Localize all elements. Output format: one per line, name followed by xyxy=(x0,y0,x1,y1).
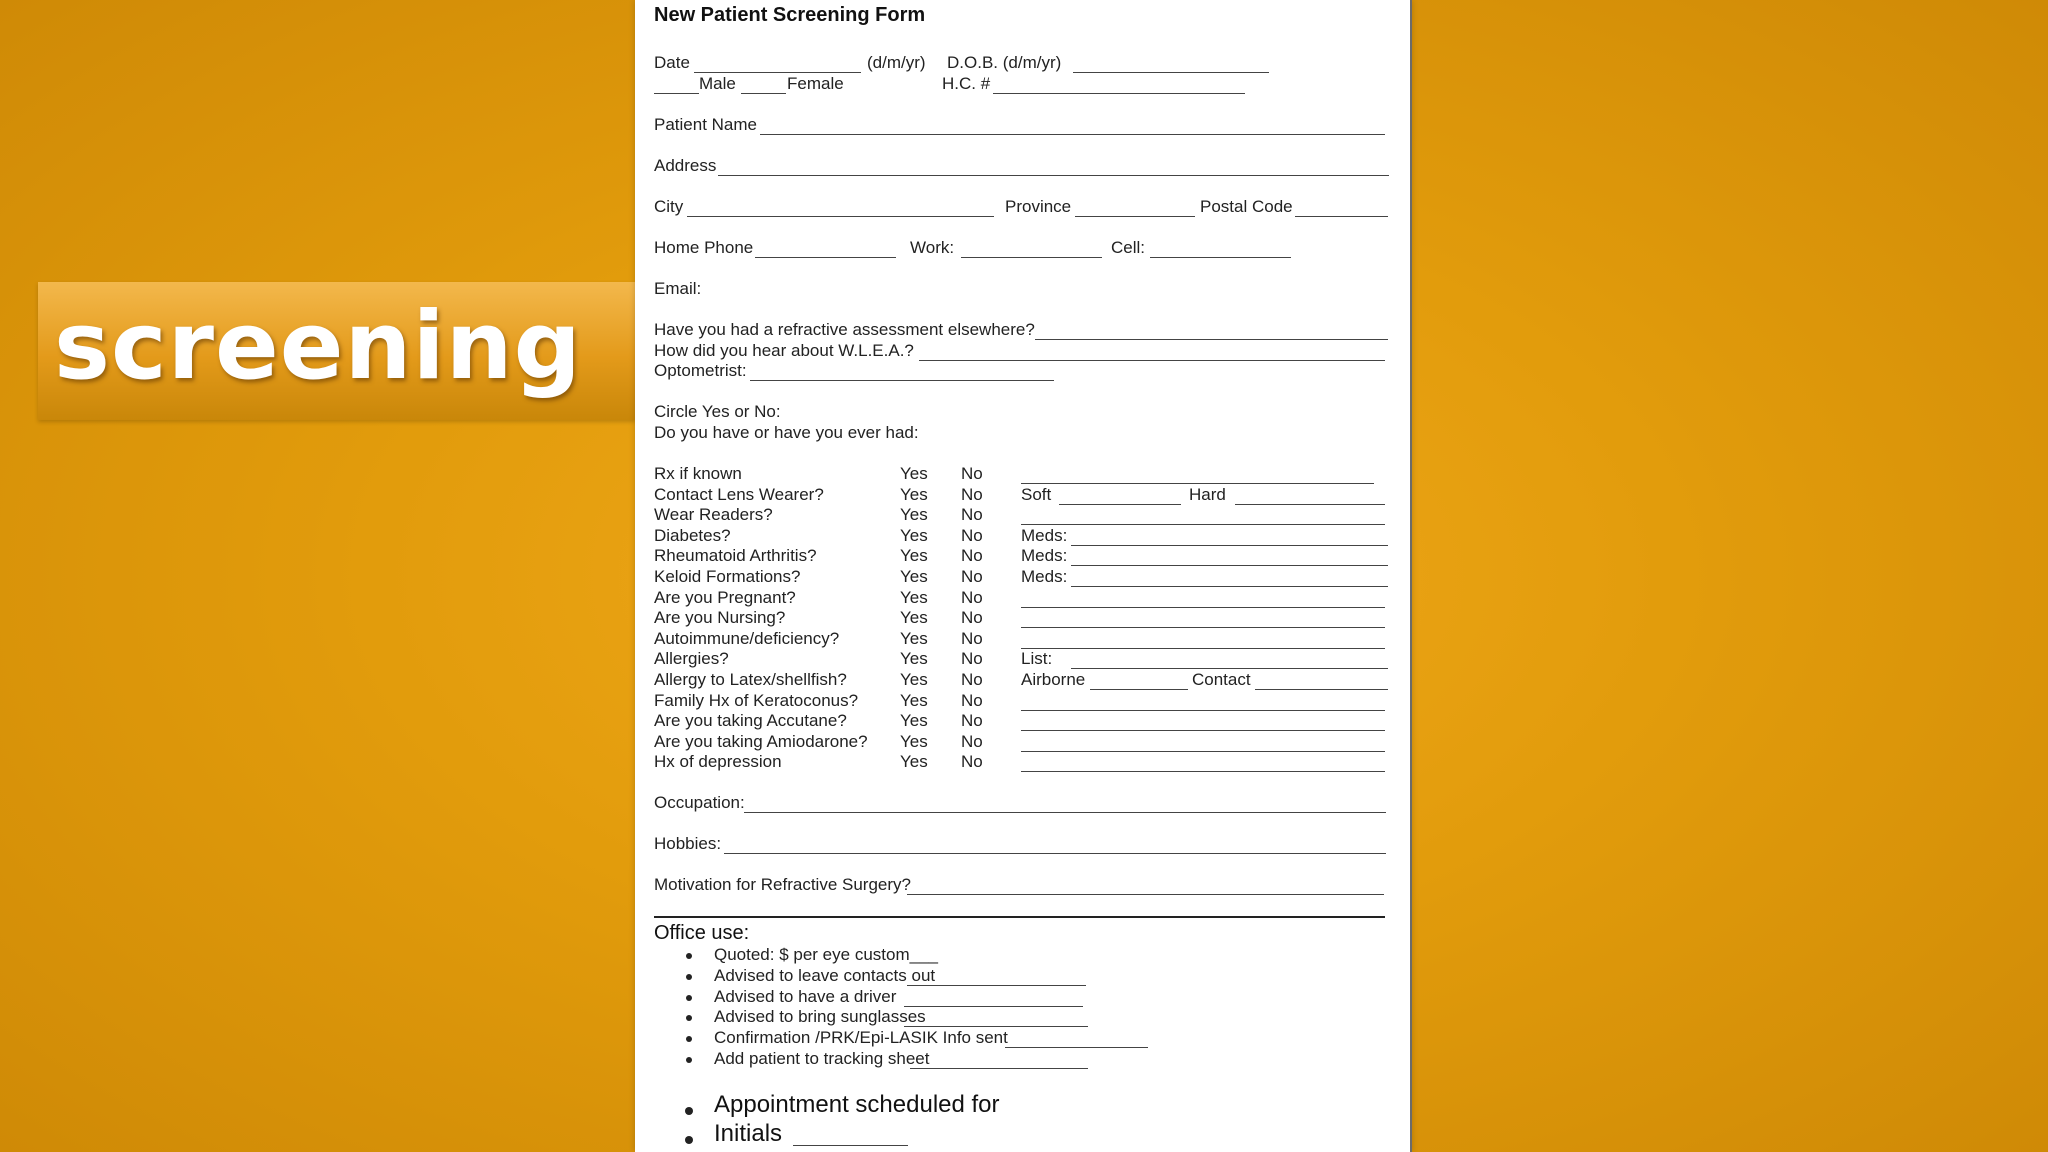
male-blank[interactable] xyxy=(654,93,699,94)
detail-label: Meds: xyxy=(1021,546,1068,566)
date-label: Date xyxy=(654,53,690,72)
question-label: Diabetes? xyxy=(654,525,731,545)
office-use-heading: Office use: xyxy=(654,922,750,944)
yes-option[interactable]: Yes xyxy=(900,464,928,483)
detail-label: List: xyxy=(1021,649,1053,669)
no-option[interactable]: No xyxy=(961,731,983,751)
city-label: City xyxy=(654,197,684,216)
office-item-label: Add patient to tracking sheet xyxy=(714,1049,930,1068)
cell-phone-field[interactable] xyxy=(1150,257,1291,258)
detail-field[interactable] xyxy=(1021,771,1385,772)
detail-label: Meds: xyxy=(1021,567,1068,586)
question-label: Autoimmune/deficiency? xyxy=(654,628,840,648)
office-item-bullet xyxy=(686,1036,692,1042)
yes-option[interactable]: Yes xyxy=(900,731,928,751)
detail-field[interactable] xyxy=(1021,751,1385,752)
no-option[interactable]: No xyxy=(961,505,983,525)
detail-field[interactable] xyxy=(1021,648,1385,649)
detail-label: Airborne xyxy=(1021,670,1086,689)
yes-option[interactable]: Yes xyxy=(900,711,928,731)
question-label: Rx if known xyxy=(654,464,742,483)
optometrist-label: Optometrist: xyxy=(654,361,747,380)
yes-option[interactable]: Yes xyxy=(900,525,928,545)
question-label: Are you Pregnant? xyxy=(654,587,796,607)
office-item-label: Quoted: $ per eye custom___ xyxy=(714,945,938,964)
postal-code-field[interactable] xyxy=(1295,216,1388,217)
date-field[interactable] xyxy=(694,72,861,73)
office-item-field[interactable] xyxy=(910,1068,1088,1069)
home-phone-label: Home Phone xyxy=(654,238,754,257)
yes-option[interactable]: Yes xyxy=(900,567,928,586)
office-item-bullet xyxy=(686,953,692,959)
date-format-label: (d/m/yr) xyxy=(867,53,926,72)
initials-bullet xyxy=(685,1136,693,1144)
no-option[interactable]: No xyxy=(961,567,983,586)
office-item-label: Advised to leave contacts out xyxy=(714,965,936,985)
screening-form-document xyxy=(635,0,1412,1152)
yes-option[interactable]: Yes xyxy=(900,670,928,689)
home-phone-field[interactable] xyxy=(755,257,896,258)
question-label: Allergies? xyxy=(654,649,729,669)
patient-name-label: Patient Name xyxy=(654,115,757,134)
office-item-label: Advised to bring sunglasses xyxy=(714,1007,926,1027)
question-label: Are you Nursing? xyxy=(654,608,786,628)
hobbies-field[interactable] xyxy=(724,853,1386,854)
hear-about-field[interactable] xyxy=(919,360,1385,361)
patient-name-field[interactable] xyxy=(760,134,1385,135)
initials-field[interactable] xyxy=(793,1145,908,1146)
detail-field[interactable] xyxy=(1021,627,1385,628)
question-label: Wear Readers? xyxy=(654,505,773,525)
female-blank[interactable] xyxy=(741,93,786,94)
question-label: Family Hx of Keratoconus? xyxy=(654,690,859,710)
office-item-field[interactable] xyxy=(907,985,1086,986)
yes-option[interactable]: Yes xyxy=(900,505,928,525)
no-option[interactable]: No xyxy=(961,752,983,772)
yes-option[interactable]: Yes xyxy=(900,752,928,772)
work-phone-label: Work: xyxy=(910,238,955,257)
topic-label-banner xyxy=(38,282,636,420)
dob-label: D.O.B. (d/m/yr) xyxy=(947,53,1062,72)
detail-field[interactable] xyxy=(1021,524,1385,525)
no-option[interactable]: No xyxy=(961,690,983,710)
male-label: Male xyxy=(699,74,736,93)
occupation-label: Occupation: xyxy=(654,793,745,812)
yes-option[interactable]: Yes xyxy=(900,608,928,628)
no-option[interactable]: No xyxy=(961,649,983,669)
dob-field[interactable] xyxy=(1073,72,1269,73)
cell-phone-label: Cell: xyxy=(1111,238,1146,257)
province-field[interactable] xyxy=(1075,216,1195,217)
address-label: Address xyxy=(654,156,717,175)
detail-field[interactable] xyxy=(1090,689,1188,690)
office-item-bullet xyxy=(686,995,692,1001)
question-label: Rheumatoid Arthritis? xyxy=(654,546,817,566)
no-option[interactable]: No xyxy=(961,484,983,504)
detail-field[interactable] xyxy=(1021,607,1385,608)
work-phone-field[interactable] xyxy=(961,257,1102,258)
motivation-field[interactable] xyxy=(907,894,1384,895)
hc-field[interactable] xyxy=(993,93,1245,94)
yes-option[interactable]: Yes xyxy=(900,546,928,566)
refractive-question: Have you had a refractive assessment elsewhere? xyxy=(654,320,1035,339)
hear-about-question: How did you hear about W.L.E.A.? xyxy=(654,341,914,360)
detail-field[interactable] xyxy=(1059,504,1181,505)
detail-label-2: Contact xyxy=(1192,670,1251,689)
office-item-label: Advised to have a driver xyxy=(714,986,897,1006)
optometrist-field[interactable] xyxy=(750,380,1054,381)
office-item-field[interactable] xyxy=(904,1006,1083,1007)
female-label: Female xyxy=(787,74,844,93)
circle-instruction: Circle Yes or No: xyxy=(654,402,781,421)
city-field[interactable] xyxy=(687,216,994,217)
detail-field-2[interactable] xyxy=(1255,689,1388,690)
question-label: Are you taking Amiodarone? xyxy=(654,731,868,751)
detail-field[interactable] xyxy=(1071,586,1388,587)
question-label: Are you taking Accutane? xyxy=(654,711,847,731)
yes-option[interactable]: Yes xyxy=(900,587,928,607)
form-title: New Patient Screening Form xyxy=(654,4,926,26)
yes-option[interactable]: Yes xyxy=(900,484,928,504)
yes-option[interactable]: Yes xyxy=(900,649,928,669)
hc-label: H.C. # xyxy=(942,74,991,93)
yes-option[interactable]: Yes xyxy=(900,628,928,648)
no-option[interactable]: No xyxy=(961,628,983,648)
no-option[interactable]: No xyxy=(961,525,983,545)
yes-option[interactable]: Yes xyxy=(900,690,928,710)
no-option[interactable]: No xyxy=(961,670,983,689)
office-item-field[interactable] xyxy=(1005,1047,1148,1048)
topic-label-text: screening xyxy=(54,292,582,401)
office-item-bullet xyxy=(686,974,692,980)
section-divider xyxy=(654,916,1385,918)
detail-field[interactable] xyxy=(1021,710,1385,711)
question-label: Keloid Formations? xyxy=(654,567,801,586)
no-option[interactable]: No xyxy=(961,464,983,483)
question-label: Hx of depression xyxy=(654,752,782,772)
office-item-label: Confirmation /PRK/Epi-LASIK Info sent xyxy=(714,1028,1008,1048)
occupation-field[interactable] xyxy=(744,812,1386,813)
detail-label: Soft xyxy=(1021,484,1052,504)
no-option[interactable]: No xyxy=(961,587,983,607)
no-option[interactable]: No xyxy=(961,608,983,628)
province-label: Province xyxy=(1005,197,1072,216)
office-item-bullet xyxy=(686,1015,692,1021)
detail-field[interactable] xyxy=(1021,730,1385,731)
motivation-label: Motivation for Refractive Surgery? xyxy=(654,875,911,894)
office-item-bullet xyxy=(686,1057,692,1063)
appointment-label: Appointment scheduled for xyxy=(714,1091,1000,1118)
no-option[interactable]: No xyxy=(961,711,983,731)
email-label: Email: xyxy=(654,279,702,298)
hobbies-label: Hobbies: xyxy=(654,834,722,853)
question-label: Allergy to Latex/shellfish? xyxy=(654,670,847,689)
detail-label: Meds: xyxy=(1021,525,1068,545)
appointment-bullet xyxy=(685,1107,693,1115)
postal-code-label: Postal Code xyxy=(1200,197,1293,216)
question-label: Contact Lens Wearer? xyxy=(654,484,824,504)
refractive-answer-field[interactable] xyxy=(1035,339,1388,340)
ever-had-instruction: Do you have or have you ever had: xyxy=(654,423,919,442)
initials-label: Initials xyxy=(714,1120,783,1147)
address-field[interactable] xyxy=(718,175,1389,176)
detail-field[interactable] xyxy=(1071,545,1388,546)
detail-field[interactable] xyxy=(1071,565,1388,566)
detail-field-2[interactable] xyxy=(1235,504,1385,505)
no-option[interactable]: No xyxy=(961,546,983,566)
detail-label-2: Hard xyxy=(1189,484,1226,504)
